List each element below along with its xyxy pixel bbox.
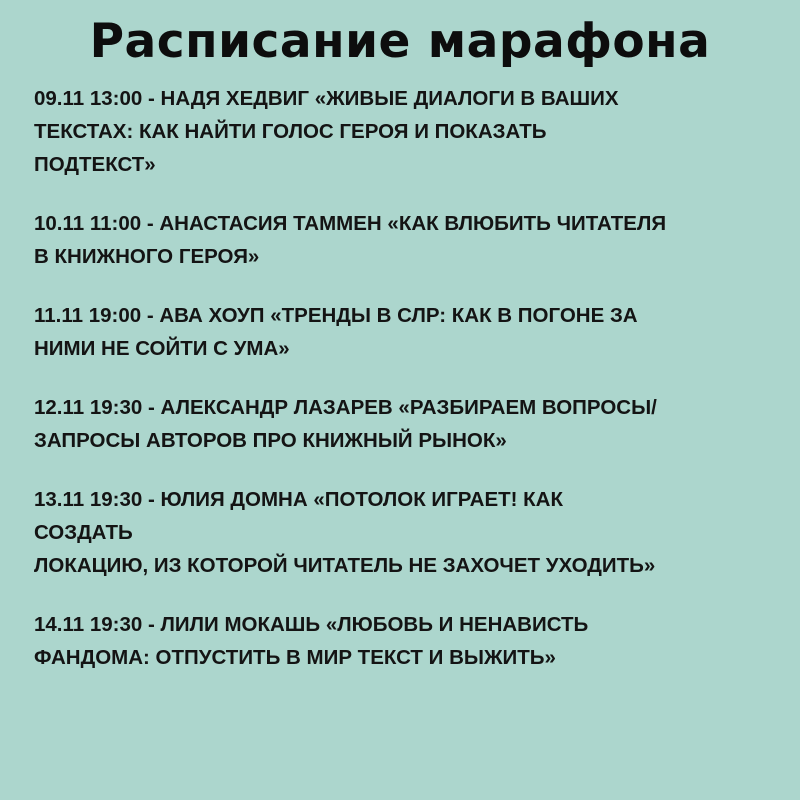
schedule-item-line: НИМИ НЕ СОЙТИ С УМА» xyxy=(34,337,290,360)
poster-title: Расписание марафона xyxy=(89,14,711,69)
schedule-item-line: 09.11 13:00 - НАДЯ ХЕДВИГ «ЖИВЫЕ ДИАЛОГИ В ВАШИХ xyxy=(34,87,619,110)
schedule-item-line: ТЕКСТАХ: КАК НАЙТИ ГОЛОС ГЕРОЯ И ПОКАЗАТЬ xyxy=(34,120,547,143)
schedule-item-line: 10.11 11:00 - АНАСТАСИЯ ТАММЕН «КАК ВЛЮБИТЬ ЧИТАТЕЛЯ xyxy=(34,212,667,235)
schedule-item-line: 11.11 19:00 - АВА ХОУП «ТРЕНДЫ В СЛР: КАК В ПОГОНЕ ЗА xyxy=(34,304,638,327)
schedule-item-line: В КНИЖНОГО ГЕРОЯ» xyxy=(34,245,260,268)
schedule-item-line: 13.11 19:30 - ЮЛИЯ ДОМНА «ПОТОЛОК ИГРАЕТ! КАК xyxy=(34,488,563,511)
schedule-item xyxy=(34,207,774,273)
schedule-item-line: ПОДТЕКСТ» xyxy=(34,153,156,176)
schedule-item-line: ФАНДОМА: ОТПУСТИТЬ В МИР ТЕКСТ И ВЫЖИТЬ» xyxy=(34,646,556,669)
schedule-list xyxy=(34,82,774,700)
schedule-item xyxy=(34,299,774,365)
schedule-item-line: ЗАПРОСЫ АВТОРОВ ПРО КНИЖНЫЙ РЫНОК» xyxy=(34,429,507,452)
schedule-item-line: 12.11 19:30 - АЛЕКСАНДР ЛАЗАРЕВ «РАЗБИРАЕМ ВОПРОСЫ/ xyxy=(34,396,657,419)
schedule-item xyxy=(34,483,774,582)
schedule-item-line: ЛОКАЦИЮ, ИЗ КОТОРОЙ ЧИТАТЕЛЬ НЕ ЗАХОЧЕТ УХОДИТЬ» xyxy=(34,554,656,577)
schedule-item xyxy=(34,82,774,181)
schedule-item-line: СОЗДАТЬ xyxy=(34,521,133,544)
schedule-item-line: 14.11 19:30 - ЛИЛИ МОКАШЬ «ЛЮБОВЬ И НЕНАВИСТЬ xyxy=(34,613,589,636)
schedule-item xyxy=(34,608,774,674)
schedule-item xyxy=(34,391,774,457)
